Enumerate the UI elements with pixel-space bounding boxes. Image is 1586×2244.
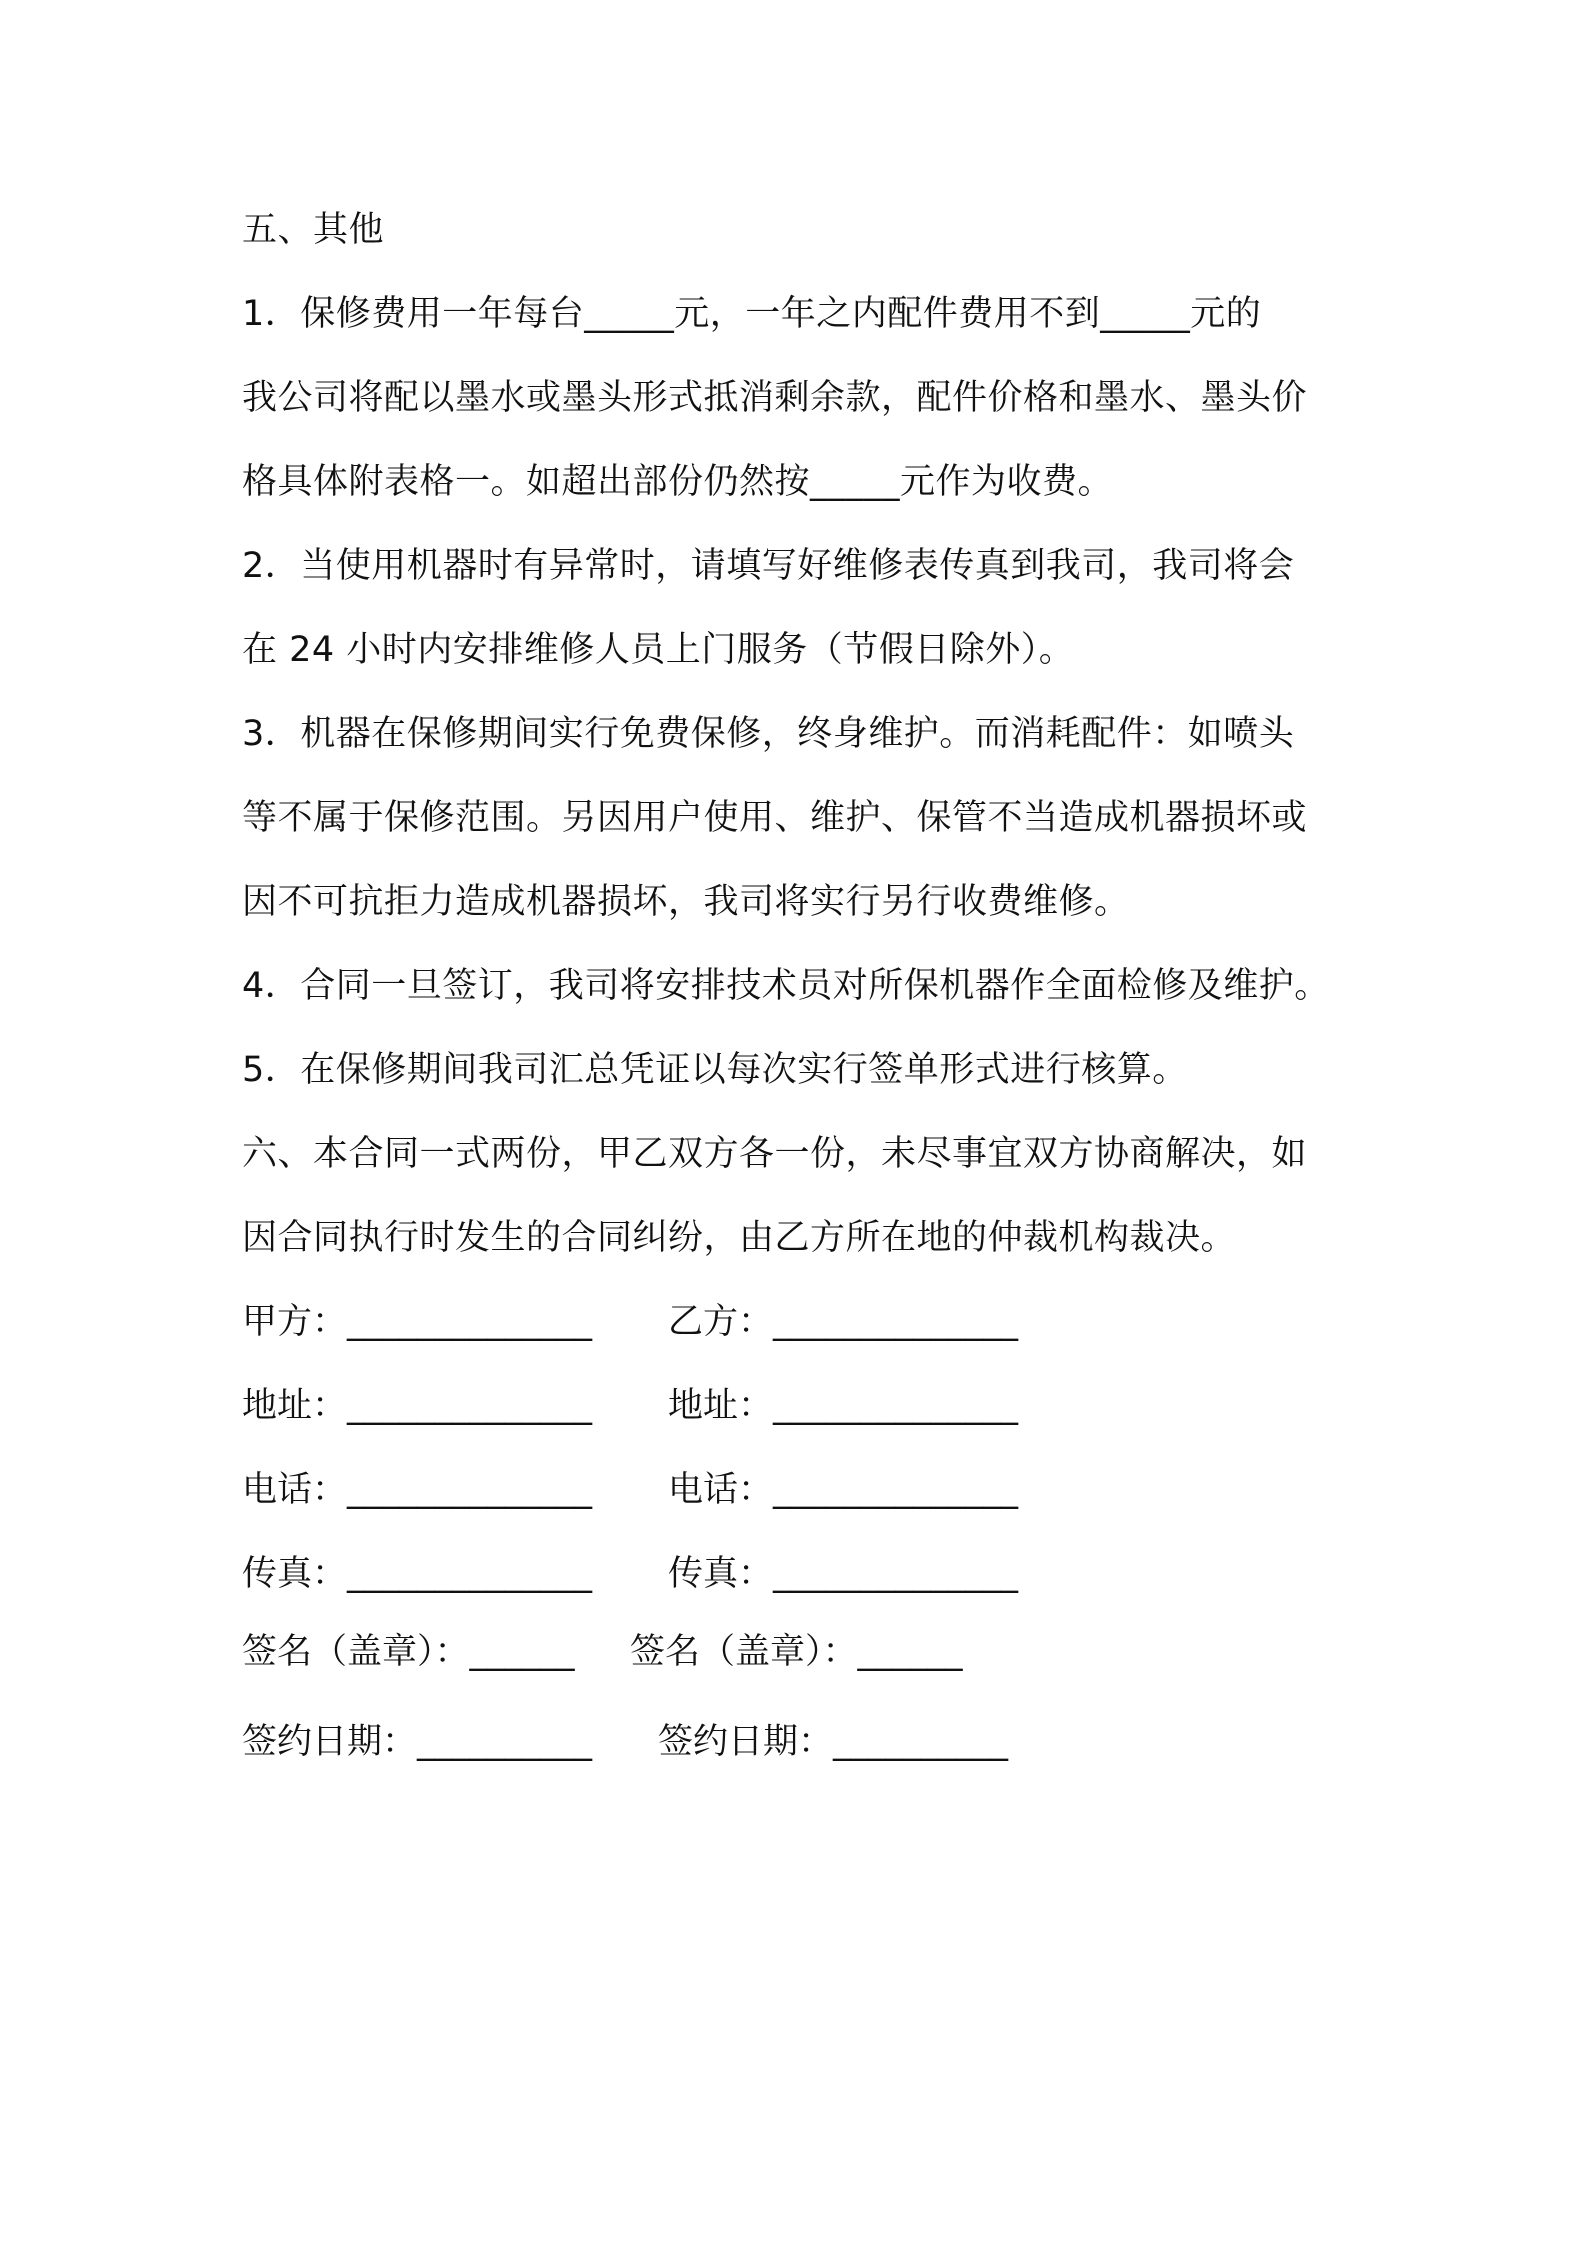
clause-4: 4．合同一旦签订，我司将安排技术员对所保机器作全面检修及维护。 — [242, 966, 1330, 1006]
clause-1-line-1: 1．保修费用一年每台_____元，一年之内配件费用不到_____元的 — [242, 294, 1262, 334]
clause-1-line-2: 我公司将配以墨水或墨头形式抵消剩余款，配件价格和墨水、墨头价 — [242, 378, 1308, 418]
party-b-phone-field: 电话：______________ — [668, 1470, 1019, 1510]
signature-row-party — [242, 1298, 1019, 1346]
clause-3-line-2: 等不属于保修范围。另因用户使用、维护、保管不当造成机器损坏或 — [242, 798, 1308, 838]
party-a-signature-field: 签名（盖章）：______ — [242, 1632, 575, 1672]
signature-row-sign-seal — [242, 1628, 963, 1676]
clause-5: 5．在保修期间我司汇总凭证以每次实行签单形式进行核算。 — [242, 1050, 1188, 1090]
party-a-address-field: 地址：______________ — [242, 1386, 593, 1426]
party-b-date-field: 签约日期：__________ — [658, 1722, 1009, 1762]
clause-6-line-2: 因合同执行时发生的合同纠纷，由乙方所在地的仲裁机构裁决。 — [242, 1218, 1237, 1258]
party-a-phone-field: 电话：______________ — [242, 1470, 593, 1510]
signature-row-address — [242, 1382, 1019, 1430]
party-a-field: 甲方：______________ — [242, 1302, 593, 1342]
clause-6-line-1: 六、本合同一式两份，甲乙双方各一份，未尽事宜双方协商解决，如 — [242, 1134, 1308, 1174]
party-b-signature-field: 签名（盖章）：______ — [630, 1632, 963, 1672]
party-b-fax-field: 传真：______________ — [668, 1554, 1019, 1594]
clause-3-line-1: 3．机器在保修期间实行免费保修，终身维护。而消耗配件：如喷头 — [242, 714, 1295, 754]
party-b-address-field: 地址：______________ — [668, 1386, 1019, 1426]
clause-2-line-2: 在 24 小时内安排维修人员上门服务（节假日除外）。 — [242, 630, 1075, 670]
clause-1-line-3: 格具体附表格一。如超出部份仍然按_____元作为收费。 — [242, 462, 1114, 502]
party-a-fax-field: 传真：______________ — [242, 1554, 593, 1594]
clause-3-line-3: 因不可抗拒力造成机器损坏，我司将实行另行收费维修。 — [242, 882, 1130, 922]
clause-2-line-1: 2．当使用机器时有异常时，请填写好维修表传真到我司，我司将会 — [242, 546, 1295, 586]
party-a-date-field: 签约日期：__________ — [242, 1722, 593, 1762]
signature-row-phone — [242, 1466, 1019, 1514]
signature-row-fax — [242, 1550, 1019, 1598]
signature-row-date — [242, 1718, 1009, 1766]
section-heading: 五、其他 — [242, 210, 385, 250]
party-b-field: 乙方：______________ — [668, 1302, 1019, 1342]
